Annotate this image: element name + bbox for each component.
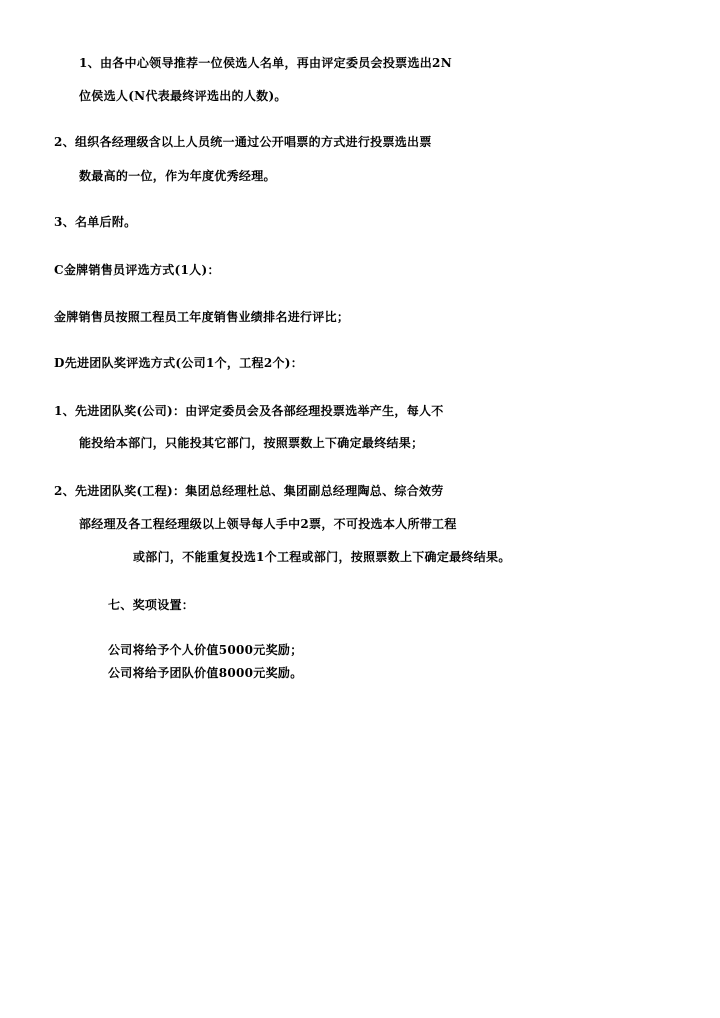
- b-item3: 3、名单后附。: [54, 215, 137, 229]
- b-item2-line1: 2、组织各经理级含以上人员统一通过公开唱票的方式进行投票选出票: [54, 135, 432, 149]
- d-item1-line2: 能投给本部门，只能投其它部门，按照票数上下确定最终结果；: [79, 436, 424, 450]
- c-body: 金牌销售员按照工程员工年度销售业绩排名进行评比；: [54, 310, 350, 324]
- award-line-team: 公司将给予团队价值8000元奖励。: [108, 666, 303, 680]
- award-heading: 七、奖项设置：: [108, 598, 195, 612]
- b-item1-line1: 1、由各中心领导推荐一位侯选人名单，再由评定委员会投票选出2N: [79, 56, 452, 70]
- d-heading: D先进团队奖评选方式(公司1个，工程2个)：: [54, 356, 304, 370]
- d-item2-line2: 部经理及各工程经理级以上领导每人手中2票，不可投选本人所带工程: [79, 517, 457, 531]
- d-item1-line1: 1、先进团队奖(公司)：由评定委员会及各部经理投票选举产生，每人不: [54, 404, 444, 418]
- d-item2-line1: 2、先进团队奖(工程)：集团总经理杜总、集团副总经理陶总、综合效劳: [54, 484, 444, 498]
- b-item1-line2: 位侯选人(N代表最终评选出的人数)。: [79, 89, 287, 103]
- c-heading: C金牌销售员评选方式(1人)：: [54, 263, 220, 277]
- award-line-individual: 公司将给予个人价值5000元奖励；: [108, 643, 303, 657]
- d-item2-line3: 或部门，不能重复投选1个工程或部门，按照票数上下确定最终结果。: [133, 550, 511, 564]
- b-item2-line2: 数最高的一位，作为年度优秀经理。: [79, 169, 276, 183]
